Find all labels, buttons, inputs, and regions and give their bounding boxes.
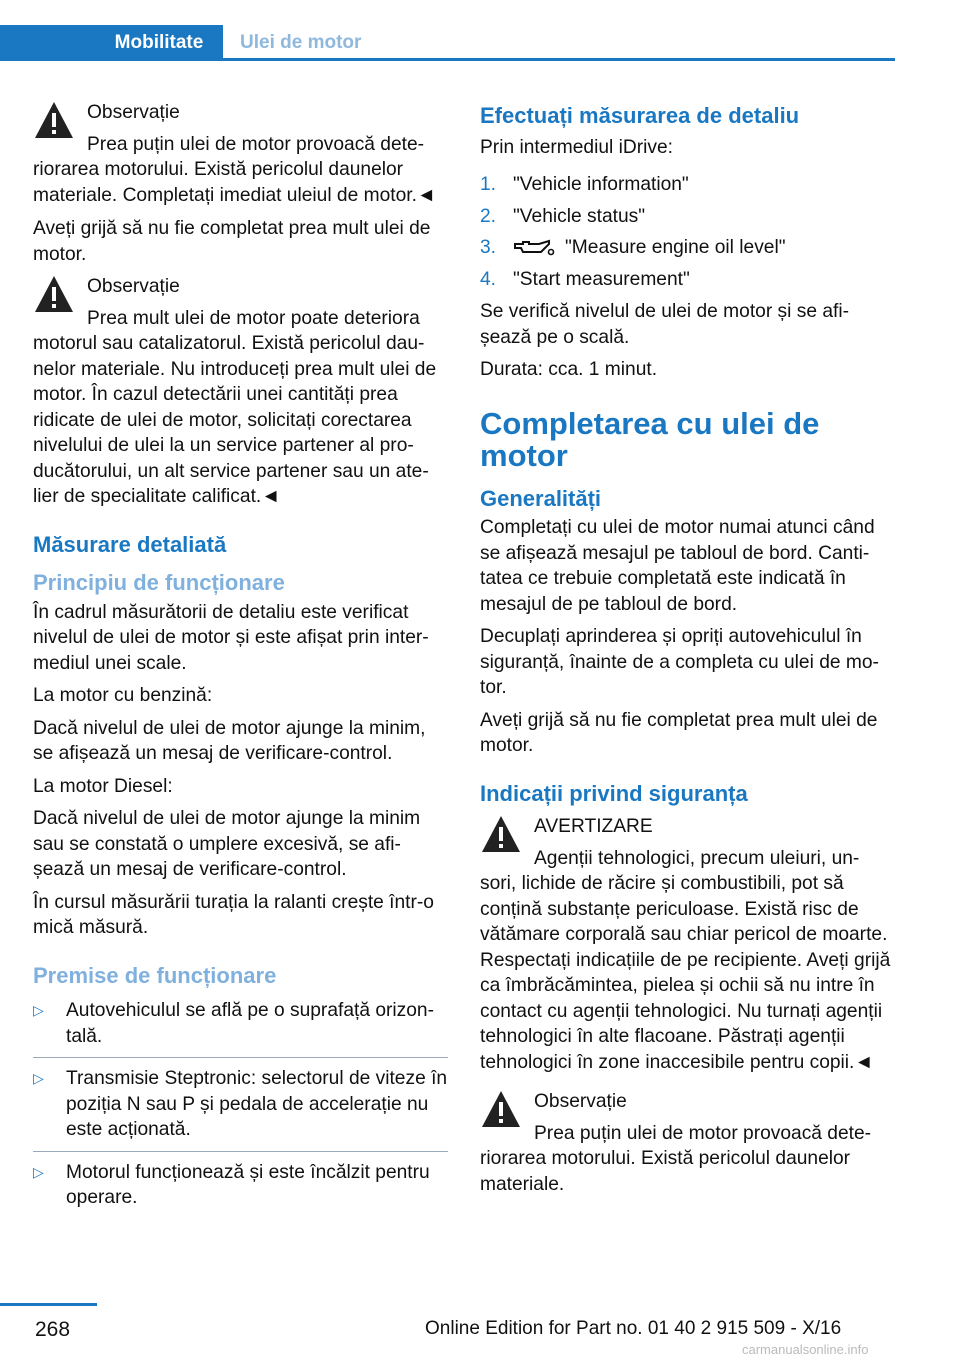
paragraph: Aveți grijă să nu fie completat prea mult ulei de motor. xyxy=(33,218,431,265)
paragraph: Dacă nivelul de ulei de motor ajunge la minim, se afișează un mesaj de verificare-control. xyxy=(33,717,426,764)
idrive-steps xyxy=(480,172,895,292)
list-item: ▷ Motorul funcționează și este încălzit pentru operare. xyxy=(33,1161,430,1208)
watermark: carmanualsonline.info xyxy=(742,1342,869,1357)
heading-filling-oil: Completarea cu ulei de motor xyxy=(480,405,820,473)
warning-text: Agenții tehnologici, precum uleiuri, un-sori, lichide de răcire și combustibili, pot să conțină substanțe periculoase. Există risc de vătămare corporală sau chiar pericol de moarte. Respectați indicațiile de pe recipiente. Aveți grijă ca îmbrăcămintea, pielea și ochii să nu intre în contact cu agenții tehnologici. Nu turnați agenții tehnologici în alte flacoane. Păstrați agenții tehnologici în zone inaccesibile pentru copii.◄ xyxy=(480,847,891,1073)
heading-safety: Indicații privind siguranța xyxy=(480,780,748,806)
paragraph: Dacă nivelul de ulei de motor ajunge la minim sau se constată o umplere excesivă, se afi-șează un mesaj de verificare-control. xyxy=(33,808,421,880)
note-too-much-oil xyxy=(33,274,448,510)
paragraph: Decuplați aprinderea și opriți autovehiculul în siguranță, înainte de a completa cu ulei de mo-tor. xyxy=(480,626,879,698)
list-item: 2. "Vehicle status" xyxy=(480,205,646,227)
warning-icon xyxy=(480,814,522,854)
right-column xyxy=(480,100,895,1205)
paragraph: Prin intermediul iDrive: xyxy=(480,136,673,158)
left-column xyxy=(33,100,448,1227)
list-item: 1. "Vehicle information" xyxy=(480,174,689,195)
warning-icon xyxy=(480,1089,522,1129)
paragraph: În cadrul măsurătorii de detaliu este verificat nivelul de ulei de motor și este afișat prin inter-mediul unei scale. xyxy=(33,601,429,674)
header-tab-ulei-de-motor: Ulei de motor xyxy=(240,32,362,53)
note-title: Observație xyxy=(534,1091,627,1112)
note-title: Observație xyxy=(87,276,180,297)
paragraph: Se verifică nivelul de ulei de motor și se afi-șează pe o scală. xyxy=(480,301,849,348)
triangle-bullet-icon: ▷ xyxy=(33,1002,44,1018)
header-rule xyxy=(0,58,895,61)
heading-principle: Principiu de funcționare xyxy=(33,570,285,595)
heading-perform-measurement: Efectuați măsurarea de detaliu xyxy=(480,103,800,128)
page-number: 268 xyxy=(35,1318,71,1341)
warning-icon xyxy=(33,274,75,314)
header-tab-mobilitate: Mobilitate xyxy=(95,25,223,61)
premises-list xyxy=(33,998,448,1219)
paragraph: În cursul măsurării turația la ralanti crește într-o mică măsură. xyxy=(33,891,434,938)
note-title: Observație xyxy=(87,102,180,123)
list-item: 4. "Start measurement" xyxy=(480,268,690,290)
heading-detailed-measurement: Măsurare detaliată xyxy=(33,531,227,557)
paragraph: Aveți grijă să nu fie completat prea mult ulei de motor. xyxy=(480,709,878,756)
triangle-bullet-icon: ▷ xyxy=(33,1070,44,1086)
warning-title: AVERTIZARE xyxy=(534,816,653,837)
header-tab-left xyxy=(0,25,95,61)
footer-rule xyxy=(0,1303,97,1306)
paragraph: La motor cu benzină: xyxy=(33,685,213,706)
paragraph: Durata: cca. 1 minut. xyxy=(480,359,658,380)
oil-can-icon xyxy=(513,238,555,258)
note-low-oil xyxy=(33,100,448,208)
list-item: 3. "Measure engine oil level" xyxy=(480,237,786,258)
note-low-oil-repeat xyxy=(480,1089,895,1197)
paragraph: Completați cu ulei de motor numai atunci când se afișează mesajul pe tabloul de bord. Canti-tatea ce trebuie completată este indicată în mesajul de pe tabloul de bord. xyxy=(480,517,875,615)
warning-icon xyxy=(33,100,75,140)
triangle-bullet-icon: ▷ xyxy=(33,1163,44,1180)
note-text: Prea mult ulei de motor poate deteriora motorul sau catalizatorul. Există pericolul dau-nelor materiale. Nu introduceți prea mult ulei de motor. În cazul detectării unei cantități prea ridicate de ulei de motor, solicitați corectarea nivelului de ulei la un service partener al pro-ducătorului, un alt service partener sau un ate-lier de specialitate calificat.◄ xyxy=(33,307,437,507)
note-text: Prea puțin ulei de motor provoacă dete-riorarea motorului. Există pericolul daunelor materiale. xyxy=(480,1122,872,1195)
note-text: Prea puțin ulei de motor provoacă dete-riorarea motorului. Există pericolul daunelor materiale. Completați imediat uleiul de motor.◄ xyxy=(33,133,436,206)
edition-text: Online Edition for Part no. 01 40 2 915 509 - X/16 xyxy=(425,1318,842,1339)
paragraph: La motor Diesel: xyxy=(33,775,173,797)
heading-premises: Premise de funcționare xyxy=(33,962,277,988)
heading-general: Generalități xyxy=(480,485,602,511)
list-item: ▷ Transmisie Steptronic: selectorul de viteze în poziția N sau P și pedala de accelerație nu este acționată. xyxy=(33,1066,448,1152)
list-item: ▷ Autovehiculul se află pe o suprafață orizon-tală. xyxy=(33,998,448,1058)
warning-hazardous-fluids xyxy=(480,814,895,1075)
